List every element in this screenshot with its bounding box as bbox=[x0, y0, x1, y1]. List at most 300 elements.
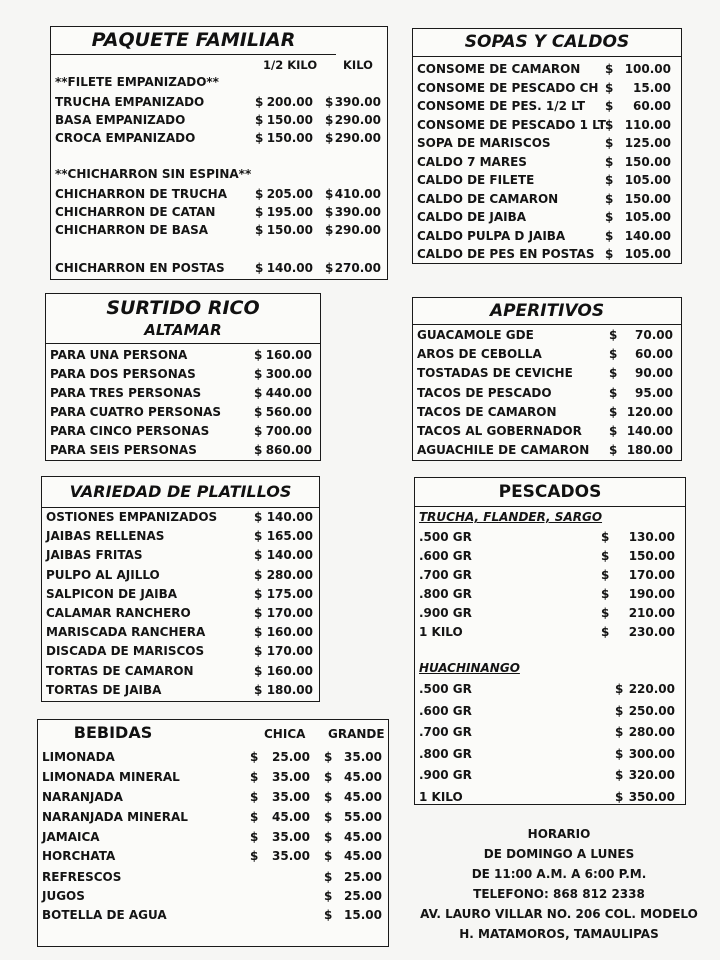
pescados-trucha-row bbox=[415, 528, 685, 546]
surtido-row bbox=[46, 403, 320, 421]
variedad-row bbox=[42, 508, 319, 526]
currency-sign: $ bbox=[609, 328, 618, 342]
item-price: 350.00 bbox=[628, 789, 675, 804]
store-info bbox=[414, 824, 704, 944]
item-name: .600 GR bbox=[419, 703, 472, 718]
surtido-rico-subtitle: ALTAMAR bbox=[144, 321, 222, 339]
pescados-group-huachinango: HUACHINANGO bbox=[419, 661, 520, 675]
currency-sign: $ bbox=[254, 644, 263, 659]
currency-sign: $ bbox=[605, 62, 614, 76]
item-price: 280.00 bbox=[266, 567, 313, 582]
sopas-row bbox=[413, 227, 681, 245]
item-name: JUGOS bbox=[42, 889, 85, 903]
pescados-trucha-row bbox=[415, 585, 685, 603]
info-line: HORARIO bbox=[527, 827, 591, 841]
item-price: 60.00 bbox=[635, 347, 673, 362]
currency-sign: $ bbox=[324, 870, 333, 884]
bebidas-row bbox=[38, 887, 388, 905]
currency-sign: $ bbox=[254, 625, 263, 640]
currency-sign: $ bbox=[609, 424, 618, 438]
item-price: 190.00 bbox=[628, 587, 675, 601]
currency-sign: $ bbox=[601, 587, 610, 601]
variedad-row bbox=[42, 566, 319, 584]
currency-sign: $ bbox=[250, 770, 259, 784]
item-price: 90.00 bbox=[635, 366, 673, 381]
item-price: 15.00 bbox=[633, 80, 671, 95]
item-price: 170.00 bbox=[266, 644, 313, 659]
variedad-row bbox=[42, 604, 319, 622]
currency-sign: $ bbox=[615, 725, 624, 739]
currency-sign: $ bbox=[609, 366, 618, 381]
currency-sign: $ bbox=[250, 790, 259, 804]
item-price-small: 35.00 bbox=[272, 770, 310, 784]
paquete-row bbox=[51, 259, 387, 277]
item-price: 180.00 bbox=[266, 682, 313, 697]
variedad-row bbox=[42, 681, 319, 699]
sopas-row bbox=[413, 97, 681, 115]
item-name: 1 KILO bbox=[419, 789, 463, 804]
item-name: CONSOME DE PESCADO 1 LT bbox=[417, 117, 606, 132]
item-name: .900 GR bbox=[419, 768, 472, 782]
aperitivos-row bbox=[413, 422, 681, 440]
item-price-small: 140.00 bbox=[266, 261, 313, 275]
item-name: LIMONADA MINERAL bbox=[42, 770, 180, 784]
item-name: .800 GR bbox=[419, 587, 472, 601]
item-price: 110.00 bbox=[624, 117, 671, 132]
item-price: 150.00 bbox=[624, 154, 671, 169]
currency-sign: $ bbox=[255, 131, 264, 145]
surtido-rico-heading: SURTIDO RICO bbox=[106, 297, 260, 319]
item-price: 140.00 bbox=[624, 228, 671, 243]
sopas-row bbox=[413, 116, 681, 134]
item-name: LIMONADA bbox=[42, 750, 115, 764]
paquete-familiar-section bbox=[50, 26, 388, 280]
pescados-section bbox=[414, 477, 686, 805]
item-price-large: 290.00 bbox=[334, 223, 381, 237]
item-price: 95.00 bbox=[635, 385, 673, 400]
item-name: CALDO DE CAMARON bbox=[417, 191, 559, 206]
item-price-small: 205.00 bbox=[266, 187, 313, 201]
item-name: PULPO AL AJILLO bbox=[46, 567, 160, 582]
info-line: H. MATAMOROS, TAMAULIPAS bbox=[459, 927, 659, 941]
currency-sign: $ bbox=[324, 750, 333, 764]
pescados-huachinango-row bbox=[415, 788, 685, 806]
currency-sign: $ bbox=[325, 131, 334, 145]
currency-sign: $ bbox=[325, 223, 334, 237]
bebidas-col-grande: GRANDE bbox=[328, 727, 385, 741]
pescados-trucha-row bbox=[415, 623, 685, 641]
item-name: BOTELLA DE AGUA bbox=[42, 908, 167, 922]
pescados-title: PESCADOS bbox=[415, 478, 685, 507]
currency-sign: $ bbox=[254, 529, 263, 544]
sopas-row bbox=[413, 190, 681, 208]
currency-sign: $ bbox=[609, 443, 618, 458]
currency-sign: $ bbox=[324, 849, 333, 863]
pescados-huachinango-row bbox=[415, 766, 685, 784]
currency-sign: $ bbox=[250, 750, 259, 764]
currency-sign: $ bbox=[254, 510, 263, 524]
currency-sign: $ bbox=[324, 790, 333, 804]
sopas-row bbox=[413, 60, 681, 78]
item-name: GUACAMOLE GDE bbox=[417, 328, 534, 342]
bebidas-section bbox=[37, 719, 389, 947]
item-name: **FILETE EMPANIZADO** bbox=[55, 75, 219, 89]
aperitivos-row bbox=[413, 326, 681, 344]
item-price-small: 35.00 bbox=[272, 849, 310, 863]
item-name: DISCADA DE MARISCOS bbox=[46, 644, 205, 659]
item-price: 210.00 bbox=[628, 606, 675, 620]
item-price: 180.00 bbox=[626, 443, 673, 458]
item-name: TACOS AL GOBERNADOR bbox=[417, 424, 582, 438]
sopas-row bbox=[413, 171, 681, 189]
item-price: 170.00 bbox=[266, 606, 313, 620]
aperitivos-row bbox=[413, 441, 681, 459]
item-name: TRUCHA EMPANIZADO bbox=[55, 95, 205, 109]
item-name: REFRESCOS bbox=[42, 870, 122, 884]
pescados-huachinango-row bbox=[415, 745, 685, 763]
info-line: DE DOMINGO A LUNES bbox=[483, 847, 635, 861]
paquete-row bbox=[51, 203, 387, 221]
item-name: NARANJADA MINERAL bbox=[42, 810, 188, 824]
paquete-row bbox=[51, 185, 387, 203]
item-price: 700.00 bbox=[265, 424, 312, 438]
currency-sign: $ bbox=[254, 405, 263, 419]
sopas-row bbox=[413, 208, 681, 226]
bebidas-row bbox=[38, 868, 388, 886]
item-name: CALAMAR RANCHERO bbox=[46, 606, 191, 620]
item-price-small: 195.00 bbox=[266, 205, 313, 219]
item-name: CALDO PULPA D JAIBA bbox=[417, 228, 566, 243]
currency-sign: $ bbox=[254, 606, 263, 620]
currency-sign: $ bbox=[254, 386, 263, 400]
currency-sign: $ bbox=[605, 154, 614, 169]
item-name: .900 GR bbox=[419, 606, 472, 620]
currency-sign: $ bbox=[605, 136, 614, 150]
info-line: TELEFONO: 868 812 2338 bbox=[473, 887, 645, 901]
item-price: 165.00 bbox=[266, 529, 313, 544]
item-price-large: 25.00 bbox=[344, 870, 382, 884]
item-price: 150.00 bbox=[624, 191, 671, 206]
item-price: 60.00 bbox=[633, 99, 671, 113]
currency-sign: $ bbox=[601, 549, 610, 563]
variedad-row bbox=[42, 527, 319, 545]
aperitivos-row bbox=[413, 384, 681, 402]
item-price-large: 45.00 bbox=[344, 849, 382, 863]
bebidas-row bbox=[38, 828, 388, 846]
aperitivos-row bbox=[413, 364, 681, 382]
currency-sign: $ bbox=[615, 703, 624, 718]
variedad-row bbox=[42, 662, 319, 680]
paquete-row bbox=[51, 165, 387, 183]
item-name: PARA SEIS PERSONAS bbox=[50, 443, 197, 457]
item-name: JAIBAS RELLENAS bbox=[46, 529, 165, 544]
currency-sign: $ bbox=[324, 908, 333, 922]
item-name: AGUACHILE DE CAMARON bbox=[417, 443, 590, 458]
currency-sign: $ bbox=[615, 682, 624, 696]
item-price-large: 390.00 bbox=[334, 95, 381, 109]
currency-sign: $ bbox=[325, 261, 334, 275]
item-price-small: 150.00 bbox=[266, 131, 313, 145]
aperitivos-section bbox=[412, 297, 682, 461]
item-price: 280.00 bbox=[628, 725, 675, 739]
currency-sign: $ bbox=[254, 567, 263, 582]
item-name: PARA TRES PERSONAS bbox=[50, 386, 202, 400]
item-price: 220.00 bbox=[628, 682, 675, 696]
sopas-caldos-section bbox=[412, 28, 682, 264]
paquete-row bbox=[51, 93, 387, 111]
item-price-large: 15.00 bbox=[344, 908, 382, 922]
bebidas-title: BEBIDAS bbox=[73, 723, 153, 742]
currency-sign: $ bbox=[605, 210, 614, 224]
currency-sign: $ bbox=[325, 95, 334, 109]
item-price: 105.00 bbox=[624, 210, 671, 224]
item-name: CALDO DE PES EN POSTAS bbox=[417, 247, 595, 261]
item-price: 230.00 bbox=[628, 625, 675, 639]
item-price: 160.00 bbox=[266, 663, 313, 678]
item-price-large: 25.00 bbox=[344, 889, 382, 903]
item-name: TACOS DE CAMARON bbox=[417, 404, 557, 419]
currency-sign: $ bbox=[254, 548, 263, 563]
item-name: SOPA DE MARISCOS bbox=[417, 136, 551, 150]
item-price: 560.00 bbox=[265, 405, 312, 419]
item-price: 175.00 bbox=[266, 586, 313, 601]
item-name: CONSOME DE PES. 1/2 LT bbox=[417, 99, 586, 113]
currency-sign: $ bbox=[325, 205, 334, 219]
currency-sign: $ bbox=[254, 682, 263, 697]
sopas-row bbox=[413, 153, 681, 171]
variedad-row bbox=[42, 585, 319, 603]
currency-sign: $ bbox=[255, 113, 264, 127]
item-name: CONSOME DE PESCADO CH bbox=[417, 80, 599, 95]
pescados-huachinango-row bbox=[415, 702, 685, 720]
variedad-row bbox=[42, 623, 319, 641]
currency-sign: $ bbox=[255, 95, 264, 109]
item-name: CROCA EMPANIZADO bbox=[55, 131, 196, 145]
pescados-trucha-row bbox=[415, 604, 685, 622]
currency-sign: $ bbox=[609, 347, 618, 362]
item-name: .700 GR bbox=[419, 725, 472, 739]
paquete-familiar-title: PAQUETE FAMILIAR bbox=[51, 27, 336, 55]
item-name: **CHICHARRON SIN ESPINA** bbox=[55, 167, 252, 181]
currency-sign: $ bbox=[601, 530, 610, 544]
pescados-huachinango-row bbox=[415, 723, 685, 741]
item-name: CALDO DE FILETE bbox=[417, 173, 535, 187]
currency-sign: $ bbox=[615, 768, 624, 782]
currency-sign: $ bbox=[609, 404, 618, 419]
currency-sign: $ bbox=[601, 568, 610, 582]
item-name: CHICHARRON DE TRUCHA bbox=[55, 187, 227, 201]
variedad-platillos-title: VARIEDAD DE PLATILLOS bbox=[42, 477, 319, 508]
item-name: .500 GR bbox=[419, 682, 472, 696]
item-price: 160.00 bbox=[265, 348, 312, 362]
currency-sign: $ bbox=[255, 205, 264, 219]
item-price-large: 45.00 bbox=[344, 830, 382, 844]
item-name: .600 GR bbox=[419, 549, 472, 563]
surtido-row bbox=[46, 346, 320, 364]
item-name: .500 GR bbox=[419, 530, 472, 544]
item-price: 70.00 bbox=[635, 328, 673, 342]
item-price-large: 55.00 bbox=[344, 810, 382, 824]
item-name: NARANJADA bbox=[42, 790, 123, 804]
pescados-huachinango-row bbox=[415, 680, 685, 698]
item-name: AROS DE CEBOLLA bbox=[417, 347, 542, 362]
currency-sign: $ bbox=[255, 261, 264, 275]
currency-sign: $ bbox=[615, 746, 624, 761]
variedad-row bbox=[42, 642, 319, 660]
currency-sign: $ bbox=[250, 830, 259, 844]
sopas-row bbox=[413, 245, 681, 263]
variedad-row bbox=[42, 546, 319, 564]
bebidas-row bbox=[38, 847, 388, 865]
item-price: 140.00 bbox=[266, 548, 313, 563]
bebidas-row bbox=[38, 748, 388, 766]
item-name: BASA EMPANIZADO bbox=[55, 113, 186, 127]
currency-sign: $ bbox=[601, 625, 610, 639]
info-line: DE 11:00 A.M. A 6:00 P.M. bbox=[471, 867, 647, 881]
currency-sign: $ bbox=[609, 385, 618, 400]
surtido-row bbox=[46, 384, 320, 402]
paquete-row bbox=[51, 111, 387, 129]
item-price-small: 35.00 bbox=[272, 790, 310, 804]
item-name: TOSTADAS DE CEVICHE bbox=[417, 366, 573, 381]
item-name: PARA CINCO PERSONAS bbox=[50, 424, 210, 438]
paquete-row bbox=[51, 221, 387, 239]
bebidas-row bbox=[38, 906, 388, 924]
currency-sign: $ bbox=[325, 187, 334, 201]
currency-sign: $ bbox=[324, 830, 333, 844]
item-name: HORCHATA bbox=[42, 849, 116, 863]
item-price: 170.00 bbox=[628, 568, 675, 582]
item-price: 125.00 bbox=[624, 136, 671, 150]
currency-sign: $ bbox=[254, 586, 263, 601]
sopas-row bbox=[413, 134, 681, 152]
currency-sign: $ bbox=[250, 849, 259, 863]
item-price: 160.00 bbox=[266, 625, 313, 640]
item-price-large: 390.00 bbox=[334, 205, 381, 219]
item-price-small: 25.00 bbox=[272, 750, 310, 764]
paquete-col-kilo: KILO bbox=[343, 58, 373, 72]
item-name: .700 GR bbox=[419, 568, 472, 582]
currency-sign: $ bbox=[605, 99, 614, 113]
surtido-rico-title bbox=[46, 294, 320, 344]
bebidas-row bbox=[38, 768, 388, 786]
currency-sign: $ bbox=[254, 348, 263, 362]
bebidas-row bbox=[38, 808, 388, 826]
item-name: OSTIONES EMPANIZADOS bbox=[46, 510, 218, 524]
item-price: 130.00 bbox=[628, 530, 675, 544]
item-price-large: 45.00 bbox=[344, 790, 382, 804]
item-name: TORTAS DE CAMARON bbox=[46, 663, 194, 678]
item-price: 100.00 bbox=[624, 62, 671, 76]
info-line: AV. LAURO VILLAR NO. 206 COL. MODELO bbox=[420, 907, 698, 921]
item-name: CALDO 7 MARES bbox=[417, 154, 527, 169]
aperitivos-row bbox=[413, 403, 681, 421]
item-name: CHICHARRON EN POSTAS bbox=[55, 261, 225, 275]
currency-sign: $ bbox=[605, 173, 614, 187]
currency-sign: $ bbox=[605, 247, 614, 261]
currency-sign: $ bbox=[324, 889, 333, 903]
paquete-col-half-kilo: 1/2 KILO bbox=[263, 58, 318, 72]
paquete-row bbox=[51, 73, 387, 91]
item-price: 860.00 bbox=[265, 443, 312, 457]
item-price: 140.00 bbox=[626, 424, 673, 438]
currency-sign: $ bbox=[605, 80, 614, 95]
bebidas-row bbox=[38, 788, 388, 806]
item-name: CHICHARRON DE BASA bbox=[55, 223, 209, 237]
item-price: 250.00 bbox=[628, 703, 675, 718]
currency-sign: $ bbox=[325, 113, 334, 127]
currency-sign: $ bbox=[324, 770, 333, 784]
currency-sign: $ bbox=[605, 117, 614, 132]
aperitivos-row bbox=[413, 345, 681, 363]
item-price-small: 150.00 bbox=[266, 113, 313, 127]
surtido-rico-section bbox=[45, 293, 321, 461]
item-name: JAMAICA bbox=[42, 830, 100, 844]
pescados-trucha-row bbox=[415, 566, 685, 584]
item-name: MARISCADA RANCHERA bbox=[46, 625, 206, 640]
currency-sign: $ bbox=[601, 606, 610, 620]
aperitivos-title: APERITIVOS bbox=[413, 298, 681, 325]
item-price: 140.00 bbox=[266, 510, 313, 524]
currency-sign: $ bbox=[255, 223, 264, 237]
item-price: 300.00 bbox=[265, 367, 312, 381]
item-name: PARA UNA PERSONA bbox=[50, 348, 188, 362]
item-price-small: 150.00 bbox=[266, 223, 313, 237]
item-price-large: 290.00 bbox=[334, 131, 381, 145]
item-name: TORTAS DE JAIBA bbox=[46, 682, 162, 697]
item-name: JAIBAS FRITAS bbox=[46, 548, 143, 563]
item-price-large: 35.00 bbox=[344, 750, 382, 764]
item-price-small: 35.00 bbox=[272, 830, 310, 844]
surtido-row bbox=[46, 422, 320, 440]
currency-sign: $ bbox=[250, 810, 259, 824]
item-price-large: 45.00 bbox=[344, 770, 382, 784]
item-price-large: 290.00 bbox=[334, 113, 381, 127]
currency-sign: $ bbox=[254, 367, 263, 381]
sopas-caldos-title: SOPAS Y CALDOS bbox=[413, 29, 681, 57]
currency-sign: $ bbox=[605, 228, 614, 243]
currency-sign: $ bbox=[255, 187, 264, 201]
bebidas-col-chica: CHICA bbox=[264, 727, 306, 741]
item-price: 300.00 bbox=[628, 746, 675, 761]
item-name: SALPICON DE JAIBA bbox=[46, 586, 178, 601]
item-name: PARA DOS PERSONAS bbox=[50, 367, 196, 381]
item-price-small: 200.00 bbox=[266, 95, 313, 109]
item-price-large: 410.00 bbox=[334, 187, 381, 201]
pescados-trucha-row bbox=[415, 547, 685, 565]
paquete-row bbox=[51, 129, 387, 147]
item-price: 105.00 bbox=[624, 173, 671, 187]
currency-sign: $ bbox=[254, 663, 263, 678]
item-price: 150.00 bbox=[628, 549, 675, 563]
item-price-large: 270.00 bbox=[334, 261, 381, 275]
sopas-row bbox=[413, 79, 681, 97]
item-name: PARA CUATRO PERSONAS bbox=[50, 405, 222, 419]
item-price: 320.00 bbox=[628, 768, 675, 782]
item-name: .800 GR bbox=[419, 746, 472, 761]
item-name: CONSOME DE CAMARON bbox=[417, 62, 581, 76]
currency-sign: $ bbox=[615, 789, 624, 804]
item-name: CHICHARRON DE CATAN bbox=[55, 205, 216, 219]
item-name: CALDO DE JAIBA bbox=[417, 210, 527, 224]
item-name: 1 KILO bbox=[419, 625, 463, 639]
surtido-row bbox=[46, 365, 320, 383]
currency-sign: $ bbox=[324, 810, 333, 824]
item-price: 440.00 bbox=[265, 386, 312, 400]
currency-sign: $ bbox=[605, 191, 614, 206]
pescados-group-trucha: TRUCHA, FLANDER, SARGO bbox=[419, 510, 603, 524]
item-price: 105.00 bbox=[624, 247, 671, 261]
